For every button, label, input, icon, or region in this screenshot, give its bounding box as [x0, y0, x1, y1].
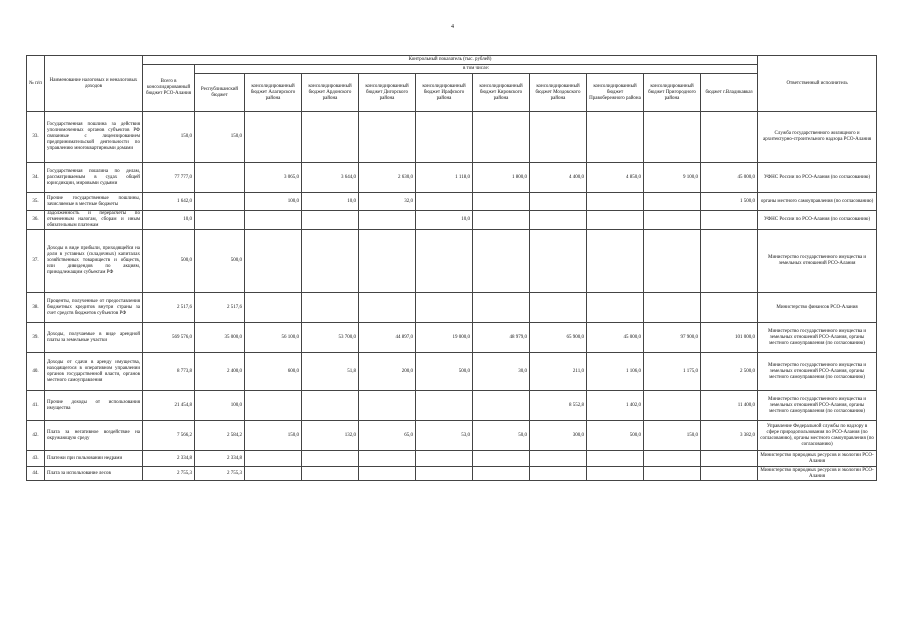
row-value — [195, 211, 245, 230]
row-value: 97 900,0 — [644, 323, 701, 353]
row-value: 1 175,0 — [644, 353, 701, 391]
row-value: 2 334,8 — [195, 451, 245, 467]
row-name: Государственная пошлина за действия уполномоченных органов субъектов РФ связанные с лицензированием предпринимательской деятельности по управлению многоквартирными домами — [45, 112, 143, 163]
table-row — [27, 391, 877, 421]
row-value — [644, 211, 701, 230]
row-responsible: Министерство государственного имущества и земельных отношений РСО-Алания, органы местного самоуправления (по согласованию) — [758, 353, 877, 391]
row-responsible: Министерство государственного имущества и земельных отношений РСО-Алания — [758, 230, 877, 293]
row-value: 21 454,8 — [143, 391, 195, 421]
row-number: 38. — [27, 293, 45, 323]
row-name: Плата за негативное воздействие на окружающую среду — [45, 421, 143, 451]
row-value — [416, 293, 473, 323]
row-value: 50,0 — [473, 421, 530, 451]
row-value — [587, 451, 644, 467]
header-including: в том числе: — [195, 65, 758, 74]
row-value: 8 552,8 — [530, 391, 587, 421]
row-value — [701, 293, 758, 323]
row-value: 2 500,0 — [701, 353, 758, 391]
row-value: 150,0 — [644, 421, 701, 451]
row-value — [473, 451, 530, 467]
row-value: 2 517,6 — [195, 293, 245, 323]
row-value: 2 400,0 — [195, 353, 245, 391]
row-value — [195, 193, 245, 211]
row-value: 600,0 — [245, 353, 302, 391]
row-number: 40. — [27, 353, 45, 391]
row-value — [245, 112, 302, 163]
row-value — [587, 230, 644, 293]
row-value: 10,0 — [416, 211, 473, 230]
header-col: консолидированный бюджет Пригородного района — [644, 74, 701, 112]
row-value — [359, 293, 416, 323]
row-value: 32,0 — [359, 193, 416, 211]
row-name: Прочие доходы от использования имущества — [45, 391, 143, 421]
row-name: Доходы, получаемые в виде арендной платы за земельные участки — [45, 323, 143, 353]
revenue-table — [26, 55, 877, 481]
row-value — [473, 293, 530, 323]
row-value: 500,0 — [416, 353, 473, 391]
header-col: консолидированный бюджет Ардонского района — [302, 74, 359, 112]
row-value — [245, 211, 302, 230]
row-number: 37. — [27, 230, 45, 293]
row-name: Задолженность и перерасчеты по отмененным налогам, сборам и иным обязательным платежам — [45, 211, 143, 230]
row-value: 1 402,0 — [587, 391, 644, 421]
header-no: № п/п — [27, 56, 45, 112]
row-value — [473, 112, 530, 163]
row-value: 569 576,0 — [143, 323, 195, 353]
row-value — [473, 193, 530, 211]
row-value: 35 000,0 — [195, 323, 245, 353]
row-value: 500,0 — [143, 230, 195, 293]
row-value — [530, 293, 587, 323]
row-value — [701, 230, 758, 293]
row-value: 45 000,0 — [587, 323, 644, 353]
row-value — [359, 451, 416, 467]
row-value: 200,0 — [359, 353, 416, 391]
row-value: 9 100,0 — [644, 163, 701, 193]
row-value — [587, 293, 644, 323]
row-value — [701, 211, 758, 230]
row-value: 2 630,0 — [359, 163, 416, 193]
header-col: консолидированный бюджет Ирафского района — [416, 74, 473, 112]
row-name: Плата за использование лесов — [45, 467, 143, 481]
table-row — [27, 353, 877, 391]
row-value — [644, 112, 701, 163]
row-value: 1 118,0 — [416, 163, 473, 193]
row-value — [245, 451, 302, 467]
row-value: 65,0 — [359, 421, 416, 451]
row-number: 35. — [27, 193, 45, 211]
row-value — [587, 467, 644, 481]
header-col: консолидированный бюджет Алагирского района — [245, 74, 302, 112]
row-value — [530, 451, 587, 467]
row-value: 101 000,0 — [701, 323, 758, 353]
row-value — [473, 391, 530, 421]
row-value: 150,0 — [143, 112, 195, 163]
row-value — [302, 211, 359, 230]
row-value: 211,0 — [530, 353, 587, 391]
row-value: 2 755,3 — [143, 467, 195, 481]
row-responsible: УФНС России по РСО-Алания (по согласованию) — [758, 163, 877, 193]
row-value: 3 382,0 — [701, 421, 758, 451]
row-value — [530, 230, 587, 293]
row-name: Доходы от сдачи в аренду имущества, находящегося в оперативном управлении органов государственной власти, органов местного самоуправления — [45, 353, 143, 391]
row-value — [302, 467, 359, 481]
row-value: 3 065,0 — [245, 163, 302, 193]
row-value — [587, 112, 644, 163]
row-value: 1 106,0 — [587, 353, 644, 391]
row-responsible: Министерство государственного имущества и земельных отношений РСО-Алания, органы местного самоуправления (по согласованию) — [758, 391, 877, 421]
row-value — [530, 112, 587, 163]
page-number: 4 — [451, 24, 454, 30]
row-value — [359, 467, 416, 481]
row-value — [530, 467, 587, 481]
row-value: 132,0 — [302, 421, 359, 451]
row-value — [701, 467, 758, 481]
header-name: Наименование налоговых и неналоговых доходов — [45, 56, 143, 112]
row-value: 3 644,0 — [302, 163, 359, 193]
table-row — [27, 293, 877, 323]
row-value: 150,0 — [195, 112, 245, 163]
row-value — [245, 293, 302, 323]
row-value: 10,0 — [302, 193, 359, 211]
row-value — [701, 451, 758, 467]
header-col: Республиканский бюджет — [195, 74, 245, 112]
row-value: 1 800,0 — [473, 163, 530, 193]
row-value — [644, 467, 701, 481]
table-row — [27, 193, 877, 211]
row-value: 10,0 — [143, 211, 195, 230]
row-value — [245, 467, 302, 481]
row-value: 65 900,0 — [530, 323, 587, 353]
row-name: Доходы в виде прибыли, приходящейся на доли в уставных (складочных) капиталах хозяйственных товариществ и обществ, или дивидендов по акциям, принадлежащим субъектам РФ — [45, 230, 143, 293]
row-value: 30,0 — [473, 353, 530, 391]
row-value: 48 979,0 — [473, 323, 530, 353]
row-value — [416, 451, 473, 467]
row-number: 34. — [27, 163, 45, 193]
row-value: 2 334,8 — [143, 451, 195, 467]
row-name: Платежи при пользовании недрами — [45, 451, 143, 467]
row-responsible: Министерство государственного имущества и земельных отношений РСО-Алания, органы местного самоуправления (по согласованию) — [758, 323, 877, 353]
row-value: 53 700,0 — [302, 323, 359, 353]
row-number: 42. — [27, 421, 45, 451]
row-value — [644, 293, 701, 323]
row-number: 44. — [27, 467, 45, 481]
header-responsible: Ответственный исполнитель — [758, 56, 877, 112]
row-value: 77 777,0 — [143, 163, 195, 193]
row-value: 19 000,0 — [416, 323, 473, 353]
row-value — [587, 211, 644, 230]
header-col: консолидированный бюджет Дигорского района — [359, 74, 416, 112]
row-value — [416, 467, 473, 481]
row-value — [302, 230, 359, 293]
row-value — [359, 230, 416, 293]
row-value — [530, 193, 587, 211]
row-value: 53,0 — [416, 421, 473, 451]
row-responsible: Министерство природных ресурсов и экологии РСО-Алания — [758, 467, 877, 481]
row-value: 150,0 — [245, 421, 302, 451]
row-number: 36. — [27, 211, 45, 230]
header-col: консолидированный бюджет Кировского района — [473, 74, 530, 112]
row-responsible: органы местного самоуправления (по согласованию) — [758, 193, 877, 211]
row-value — [245, 391, 302, 421]
row-value — [416, 193, 473, 211]
row-value: 300,0 — [530, 421, 587, 451]
row-value: 100,0 — [195, 391, 245, 421]
row-value: 2 755,3 — [195, 467, 245, 481]
header-control: Контрольный показатель (тыс. рублей) — [143, 56, 758, 65]
row-number: 33. — [27, 112, 45, 163]
table-row — [27, 467, 877, 481]
row-value — [416, 112, 473, 163]
row-value — [302, 391, 359, 421]
row-number: 43. — [27, 451, 45, 467]
row-value — [473, 211, 530, 230]
row-value — [644, 451, 701, 467]
row-name: Прочие государственные пошлины, зачисляемые в местные бюджеты — [45, 193, 143, 211]
row-number: 41. — [27, 391, 45, 421]
row-value — [359, 391, 416, 421]
row-value: 4 400,0 — [530, 163, 587, 193]
row-value: 7 566,2 — [143, 421, 195, 451]
row-value — [644, 193, 701, 211]
row-responsible: Управление Федеральной службы по надзору в сфере природопользования по РСО-Алания (по согласованию), органы местного самоуправления (по согласованию) — [758, 421, 877, 451]
row-value: 2 517,6 — [143, 293, 195, 323]
row-number: 39. — [27, 323, 45, 353]
row-responsible: Служба государственного жилищного и архитектурно-строительного надзора РСО-Алания — [758, 112, 877, 163]
row-value: 8 773,8 — [143, 353, 195, 391]
row-value — [587, 193, 644, 211]
row-value: 11 400,0 — [701, 391, 758, 421]
row-value — [302, 293, 359, 323]
row-value — [416, 391, 473, 421]
row-value — [701, 112, 758, 163]
table-row — [27, 163, 877, 193]
row-value: 56 100,0 — [245, 323, 302, 353]
row-value — [473, 230, 530, 293]
row-name: Государственная пошлина по делам, рассматриваемым в судах общей юрисдикции, мировыми судьями — [45, 163, 143, 193]
table-row — [27, 211, 877, 230]
table-row — [27, 421, 877, 451]
row-value: 45 000,0 — [701, 163, 758, 193]
row-value: 1 500,0 — [701, 193, 758, 211]
row-responsible: Министерство финансов РСО-Алания — [758, 293, 877, 323]
row-value: 2 584,2 — [195, 421, 245, 451]
row-value — [302, 112, 359, 163]
row-value: 51,8 — [302, 353, 359, 391]
row-responsible: Министерство природных ресурсов и экологии РСО-Алания — [758, 451, 877, 467]
row-name: Проценты, полученные от предоставления бюджетных кредитов внутри страны за счет средств бюджетов субъектов РФ — [45, 293, 143, 323]
header-col: консолидированный бюджет Правобережного района — [587, 74, 644, 112]
row-value — [416, 230, 473, 293]
row-value: 1 642,0 — [143, 193, 195, 211]
row-value — [359, 112, 416, 163]
table-row — [27, 323, 877, 353]
row-value: 4 850,0 — [587, 163, 644, 193]
row-value — [302, 451, 359, 467]
row-value — [245, 230, 302, 293]
row-value: 500,0 — [587, 421, 644, 451]
table-row — [27, 451, 877, 467]
row-value — [644, 230, 701, 293]
row-value — [359, 211, 416, 230]
row-responsible: УФНС России по РСО-Алания (по согласованию) — [758, 211, 877, 230]
row-value: 500,0 — [195, 230, 245, 293]
table-row — [27, 230, 877, 293]
row-value: 100,0 — [245, 193, 302, 211]
header-col: бюджет г.Владикавказ — [701, 74, 758, 112]
row-value — [473, 467, 530, 481]
header-col: консолидированный бюджет Моздокского района — [530, 74, 587, 112]
row-value: 44 897,0 — [359, 323, 416, 353]
table-row — [27, 112, 877, 163]
row-value — [644, 391, 701, 421]
header-col-total: Всего в консолидированный бюджет РСО-Алания — [143, 65, 195, 112]
row-value — [195, 163, 245, 193]
row-value — [530, 211, 587, 230]
